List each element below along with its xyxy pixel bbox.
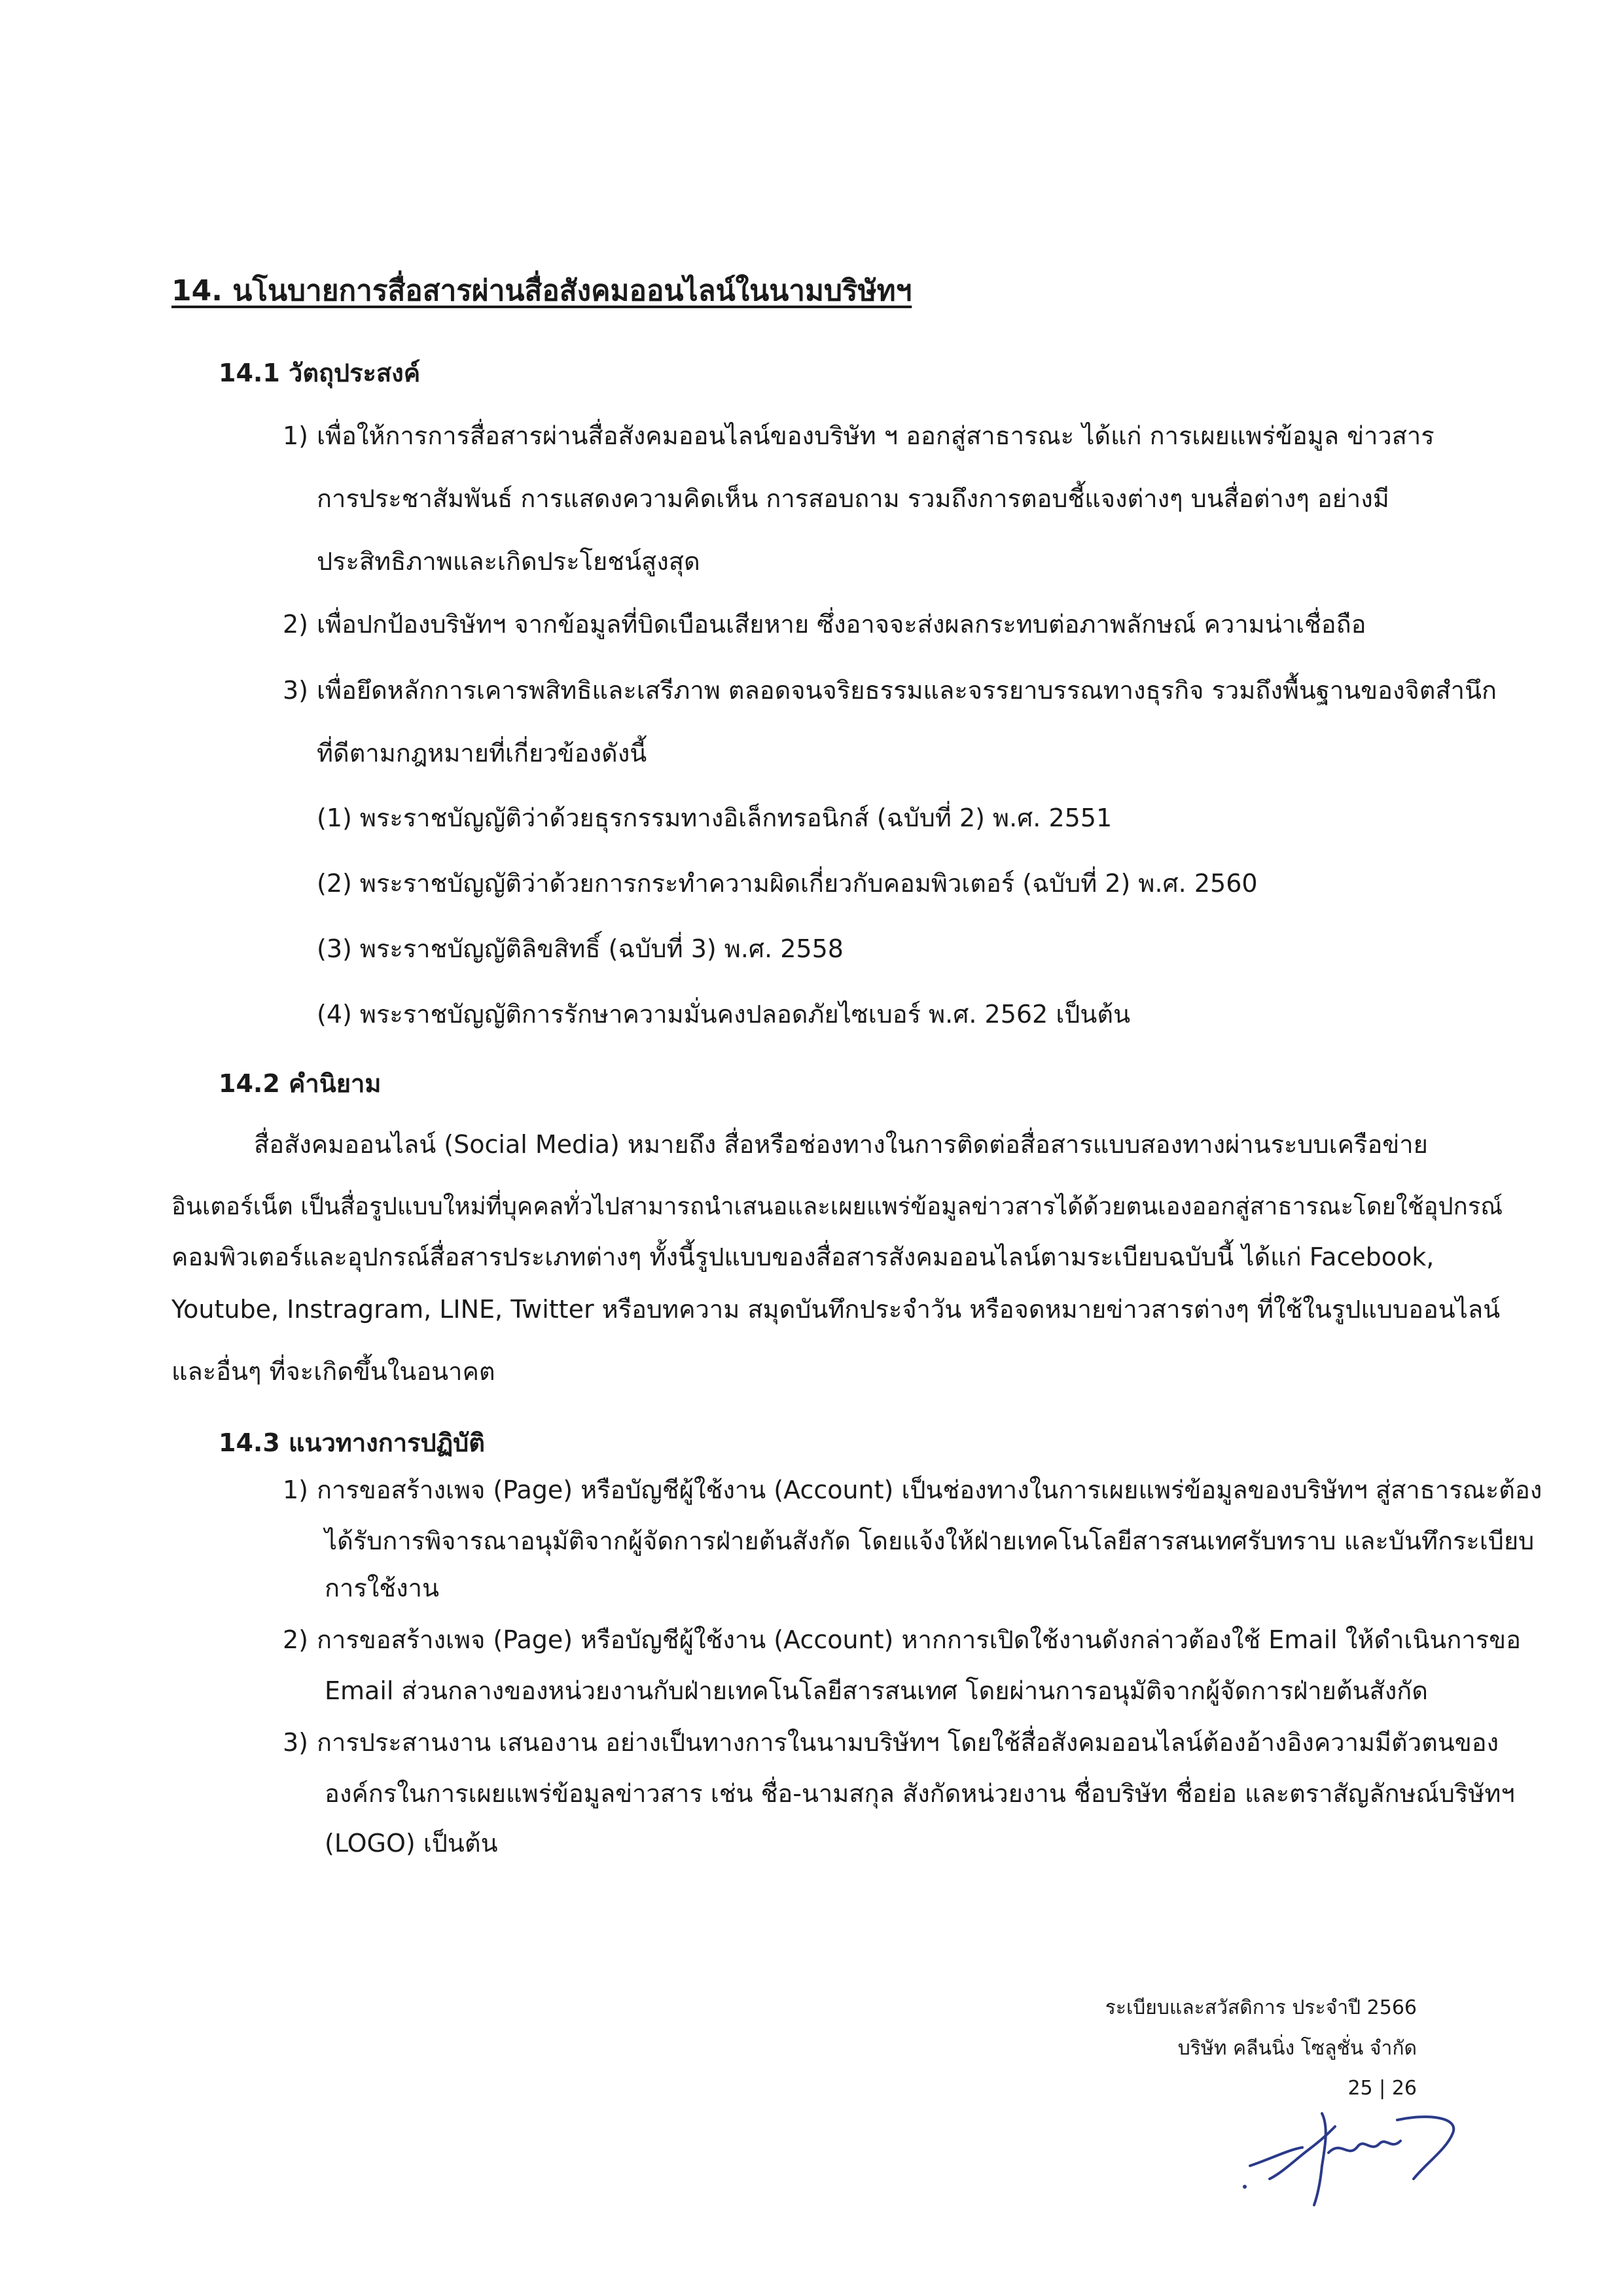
list-text: เพื่อยึดหลักการเคารพสิทธิและเสรีภาพ ตลอดจนจริยธรรมและจรรยาบรรณทางธุรกิจ รวมถึงพื้นฐานของจิตสำนึก: [317, 676, 1497, 705]
objective-item-3-cont: ที่ดีตามกฎหมายที่เกี่ยวข้องดังนี้: [317, 739, 647, 768]
practice-item-3: [283, 1726, 1499, 1759]
definition-heading: 14.2 คำนิยาม: [219, 1069, 382, 1098]
list-number: 2): [283, 610, 309, 639]
definition-paragraph-line: Youtube, Instragram, LINE, Twitter หรือบทความ สมุดบันทึกประจำวัน หรือจดหมายข่าวสารต่างๆ ที่ใช้ในรูปแบบออนไลน์: [171, 1295, 1501, 1324]
objectives-heading: 14.1 วัตถุประสงค์: [219, 359, 421, 387]
list-number: 1): [283, 421, 309, 450]
practice-item-1-cont: การใช้งาน: [325, 1574, 439, 1602]
definition-paragraph-line: อินเตอร์เน็ต เป็นสื่อรูปแบบใหม่ที่บุคคลทั่วไปสามารถนำเสนอและเผยแพร่ข้อมูลข่าวสารได้ด้วยตนเองออกสู่สาธารณะโดยใช้อุปกรณ์: [171, 1192, 1503, 1220]
objective-item-1-cont: การประชาสัมพันธ์ การแสดงความคิดเห็น การสอบถาม รวมถึงการตอบชี้แจงต่างๆ บนสื่อต่างๆ อย่างมี: [317, 484, 1389, 513]
objective-item-1: [283, 419, 1435, 452]
practice-item-1-cont: ได้รับการพิจารณาอนุมัติจากผู้จัดการฝ่ายต้นสังกัด โดยแจ้งให้ฝ่ายเทคโนโลยีสารสนเทศรับทราบ และบันทึกระเบียบ: [325, 1527, 1535, 1555]
definition-paragraph-line: และอื่นๆ ที่จะเกิดขึ้นในอนาคต: [171, 1357, 495, 1386]
list-number: 3): [283, 1728, 309, 1757]
objective-item-2: [283, 608, 1366, 641]
law-item: (2) พระราชบัญญัติว่าด้วยการกระทำความผิดเกี่ยวกับคอมพิวเตอร์ (ฉบับที่ 2) พ.ศ. 2560: [317, 869, 1258, 898]
section-title: 14. นโนบายการสื่อสารผ่านสื่อสังคมออนไลน์ในนามบริษัทฯ: [171, 274, 912, 308]
practice-item-3-cont: องค์กรในการเผยแพร่ข้อมูลข่าวสาร เช่น ชื่อ-นามสกุล สังกัดหน่วยงาน ชื่อบริษัท ชื่อย่อ และตราสัญลักษณ์บริษัทฯ: [325, 1779, 1515, 1808]
list-number: 3): [283, 676, 309, 705]
practice-item-1: [283, 1474, 1542, 1506]
list-text: การขอสร้างเพจ (Page) หรือบัญชีผู้ใช้งาน (Account) หากการเปิดใช้งานดังกล่าวต้องใช้ Email ให้ดำเนินการขอ: [317, 1625, 1521, 1654]
objective-item-3: [283, 674, 1497, 707]
signature-icon: [1230, 2087, 1479, 2212]
objective-item-1-cont: ประสิทธิภาพและเกิดประโยชน์สูงสุด: [317, 547, 700, 576]
definition-paragraph-line: สื่อสังคมออนไลน์ (Social Media) หมายถึง สื่อหรือช่องทางในการติดต่อสื่อสารแบบสองทางผ่านระบบเครือข่าย: [254, 1130, 1428, 1159]
footer-doc-title: ระเบียบและสวัสดิการ ประจำปี 2566: [1105, 1996, 1417, 2019]
list-text: การประสานงาน เสนองาน อย่างเป็นทางการในนามบริษัทฯ โดยใช้สื่อสังคมออนไลน์ต้องอ้างอิงความมีตัวตนของ: [317, 1728, 1499, 1757]
law-item: (1) พระราชบัญญัติว่าด้วยธุรกรรมทางอิเล็กทรอนิกส์ (ฉบับที่ 2) พ.ศ. 2551: [317, 804, 1113, 832]
practice-heading: 14.3 แนวทางการปฏิบัติ: [219, 1428, 485, 1457]
list-text: เพื่อปกป้องบริษัทฯ จากข้อมูลที่บิดเบือนเสียหาย ซึ่งอาจจะส่งผลกระทบต่อภาพลักษณ์ ความน่าเชื่อถือ: [317, 610, 1366, 639]
list-text: เพื่อให้การการสื่อสารผ่านสื่อสังคมออนไลน์ของบริษัท ฯ ออกสู่สาธารณะ ได้แก่ การเผยแพร่ข้อมูล ข่าวสาร: [317, 421, 1435, 450]
list-number: 1): [283, 1475, 309, 1504]
list-number: 2): [283, 1625, 309, 1654]
practice-item-2: [283, 1623, 1521, 1656]
page-number: 25 | 26: [1347, 2077, 1417, 2100]
definition-paragraph-line: คอมพิวเตอร์และอุปกรณ์สื่อสารประเภทต่างๆ ทั้งนี้รูปแบบของสื่อสารสังคมออนไลน์ตามระเบียบฉบับนี้ ได้แก่ Facebook,: [171, 1243, 1435, 1271]
practice-item-2-cont: Email ส่วนกลางของหน่วยงานกับฝ่ายเทคโนโลยีสารสนเทศ โดยผ่านการอนุมัติจากผู้จัดการฝ่ายต้นสังกัด: [325, 1676, 1428, 1705]
list-text: การขอสร้างเพจ (Page) หรือบัญชีผู้ใช้งาน (Account) เป็นช่องทางในการเผยแพร่ข้อมูลของบริษัทฯ สู่สาธารณะต้อง: [317, 1475, 1543, 1504]
footer-company: บริษัท คลีนนิ่ง โซลูชั่น จำกัด: [1177, 2037, 1417, 2060]
law-item: (4) พระราชบัญญัติการรักษาความมั่นคงปลอดภัยไซเบอร์ พ.ศ. 2562 เป็นต้น: [317, 1000, 1131, 1029]
law-item: (3) พระราชบัญญัติลิขสิทธิ์ (ฉบับที่ 3) พ.ศ. 2558: [317, 934, 844, 963]
practice-item-3-cont: (LOGO) เป็นต้น: [325, 1829, 498, 1858]
